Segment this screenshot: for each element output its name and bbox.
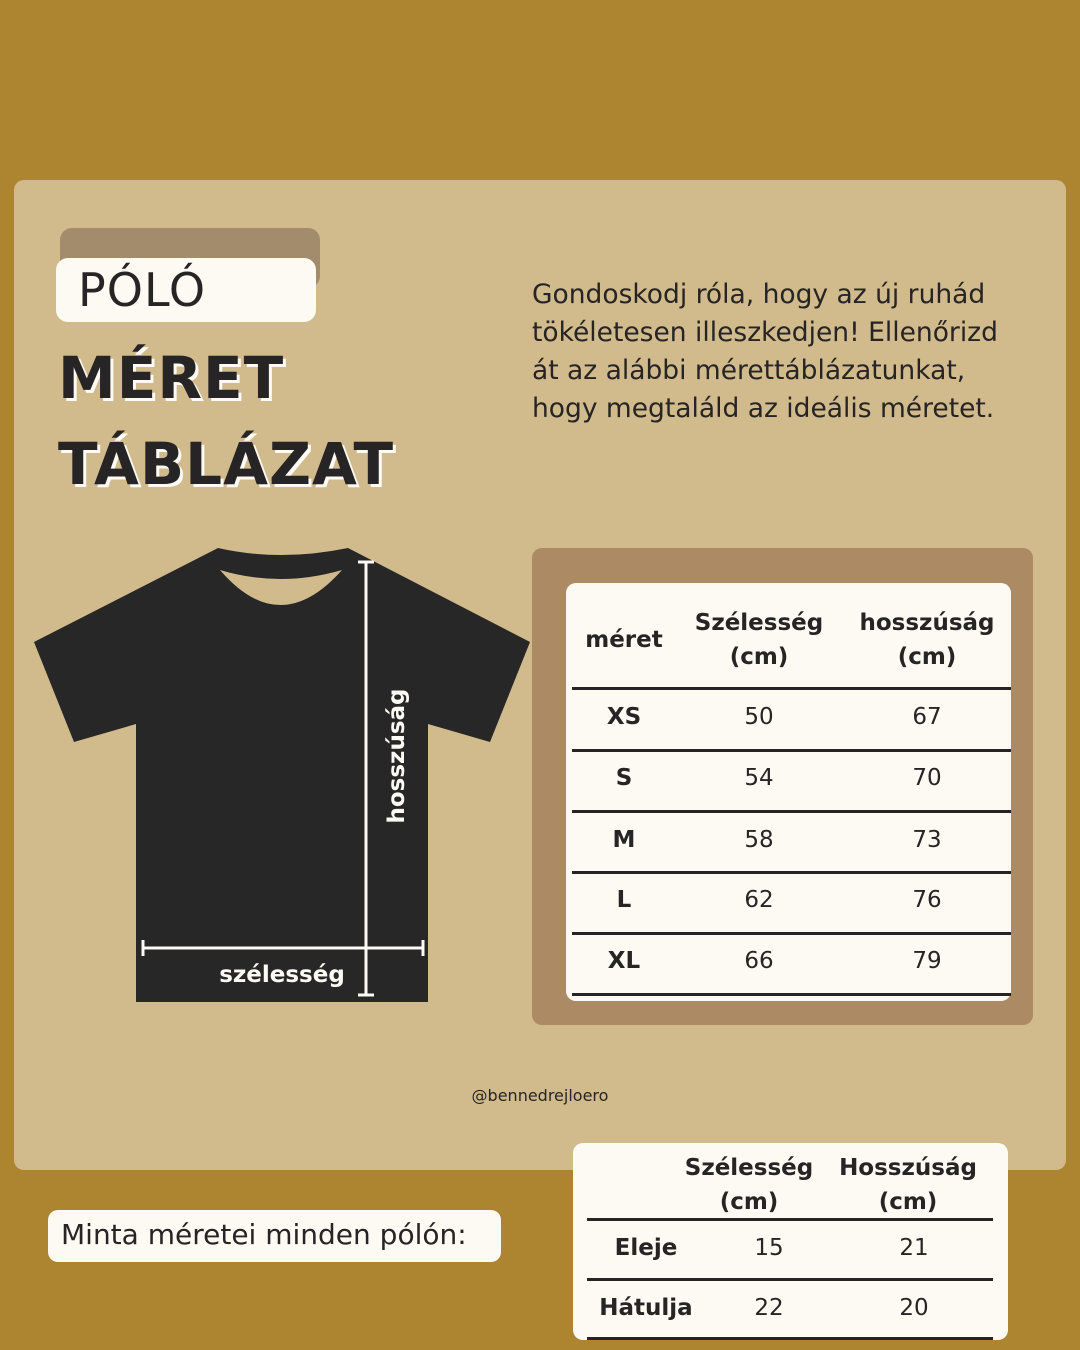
- title-line-1: MÉRET: [58, 344, 285, 412]
- width-s: 54: [744, 765, 774, 791]
- width-l: 62: [744, 887, 774, 913]
- width-header: Szélesség (cm): [694, 610, 824, 670]
- size-m: M: [612, 827, 636, 853]
- size-xl: XL: [607, 948, 641, 974]
- row-divider: [572, 687, 1011, 690]
- print-size-table: [573, 1143, 1008, 1340]
- row-divider: [572, 871, 1011, 874]
- length-xs: 67: [912, 704, 942, 730]
- length-label: hosszúság: [384, 688, 410, 824]
- width-m: 58: [744, 827, 774, 853]
- size-s: S: [615, 765, 633, 791]
- title-line-2: TÁBLÁZAT: [58, 430, 395, 498]
- intro-text: Gondoskodj róla, hogy az új ruhád tökéletesen illeszkedjen! Ellenőrizd át az alábbi mérettáblázatunkat, hogy megtaláld az ideális méretet.: [532, 279, 998, 424]
- size-l: L: [616, 887, 632, 913]
- size-table: [566, 583, 1011, 1001]
- print-front-label: Eleje: [614, 1235, 678, 1261]
- print-back-label: Hátulja: [599, 1295, 693, 1321]
- size-header: méret: [585, 627, 663, 653]
- row-divider: [572, 932, 1011, 935]
- row-divider: [587, 1218, 993, 1221]
- width-label: szélesség: [219, 962, 345, 988]
- print-front-width: 15: [754, 1235, 784, 1261]
- tshirt-diagram: [30, 540, 540, 1010]
- row-divider: [587, 1337, 993, 1340]
- print-width-header: Szélesség (cm): [684, 1155, 814, 1215]
- print-back-length: 20: [899, 1295, 929, 1321]
- sample-label: Minta méretei minden pólón:: [48, 1210, 501, 1262]
- print-back-width: 22: [754, 1295, 784, 1321]
- product-tag: PÓLÓ: [56, 258, 316, 322]
- length-l: 76: [912, 887, 942, 913]
- row-divider: [572, 810, 1011, 813]
- row-divider: [572, 993, 1011, 996]
- length-header: hosszúság (cm): [859, 610, 995, 670]
- tshirt-silhouette: [34, 548, 530, 1002]
- size-xs: XS: [606, 704, 642, 730]
- width-xs: 50: [744, 704, 774, 730]
- length-m: 73: [912, 827, 942, 853]
- row-divider: [572, 749, 1011, 752]
- row-divider: [587, 1278, 993, 1281]
- length-xl: 79: [912, 948, 942, 974]
- print-front-length: 21: [899, 1235, 929, 1261]
- social-handle: @bennedrejloero: [471, 1086, 609, 1105]
- length-s: 70: [912, 765, 942, 791]
- print-length-header: Hosszúság (cm): [839, 1155, 977, 1215]
- width-xl: 66: [744, 948, 774, 974]
